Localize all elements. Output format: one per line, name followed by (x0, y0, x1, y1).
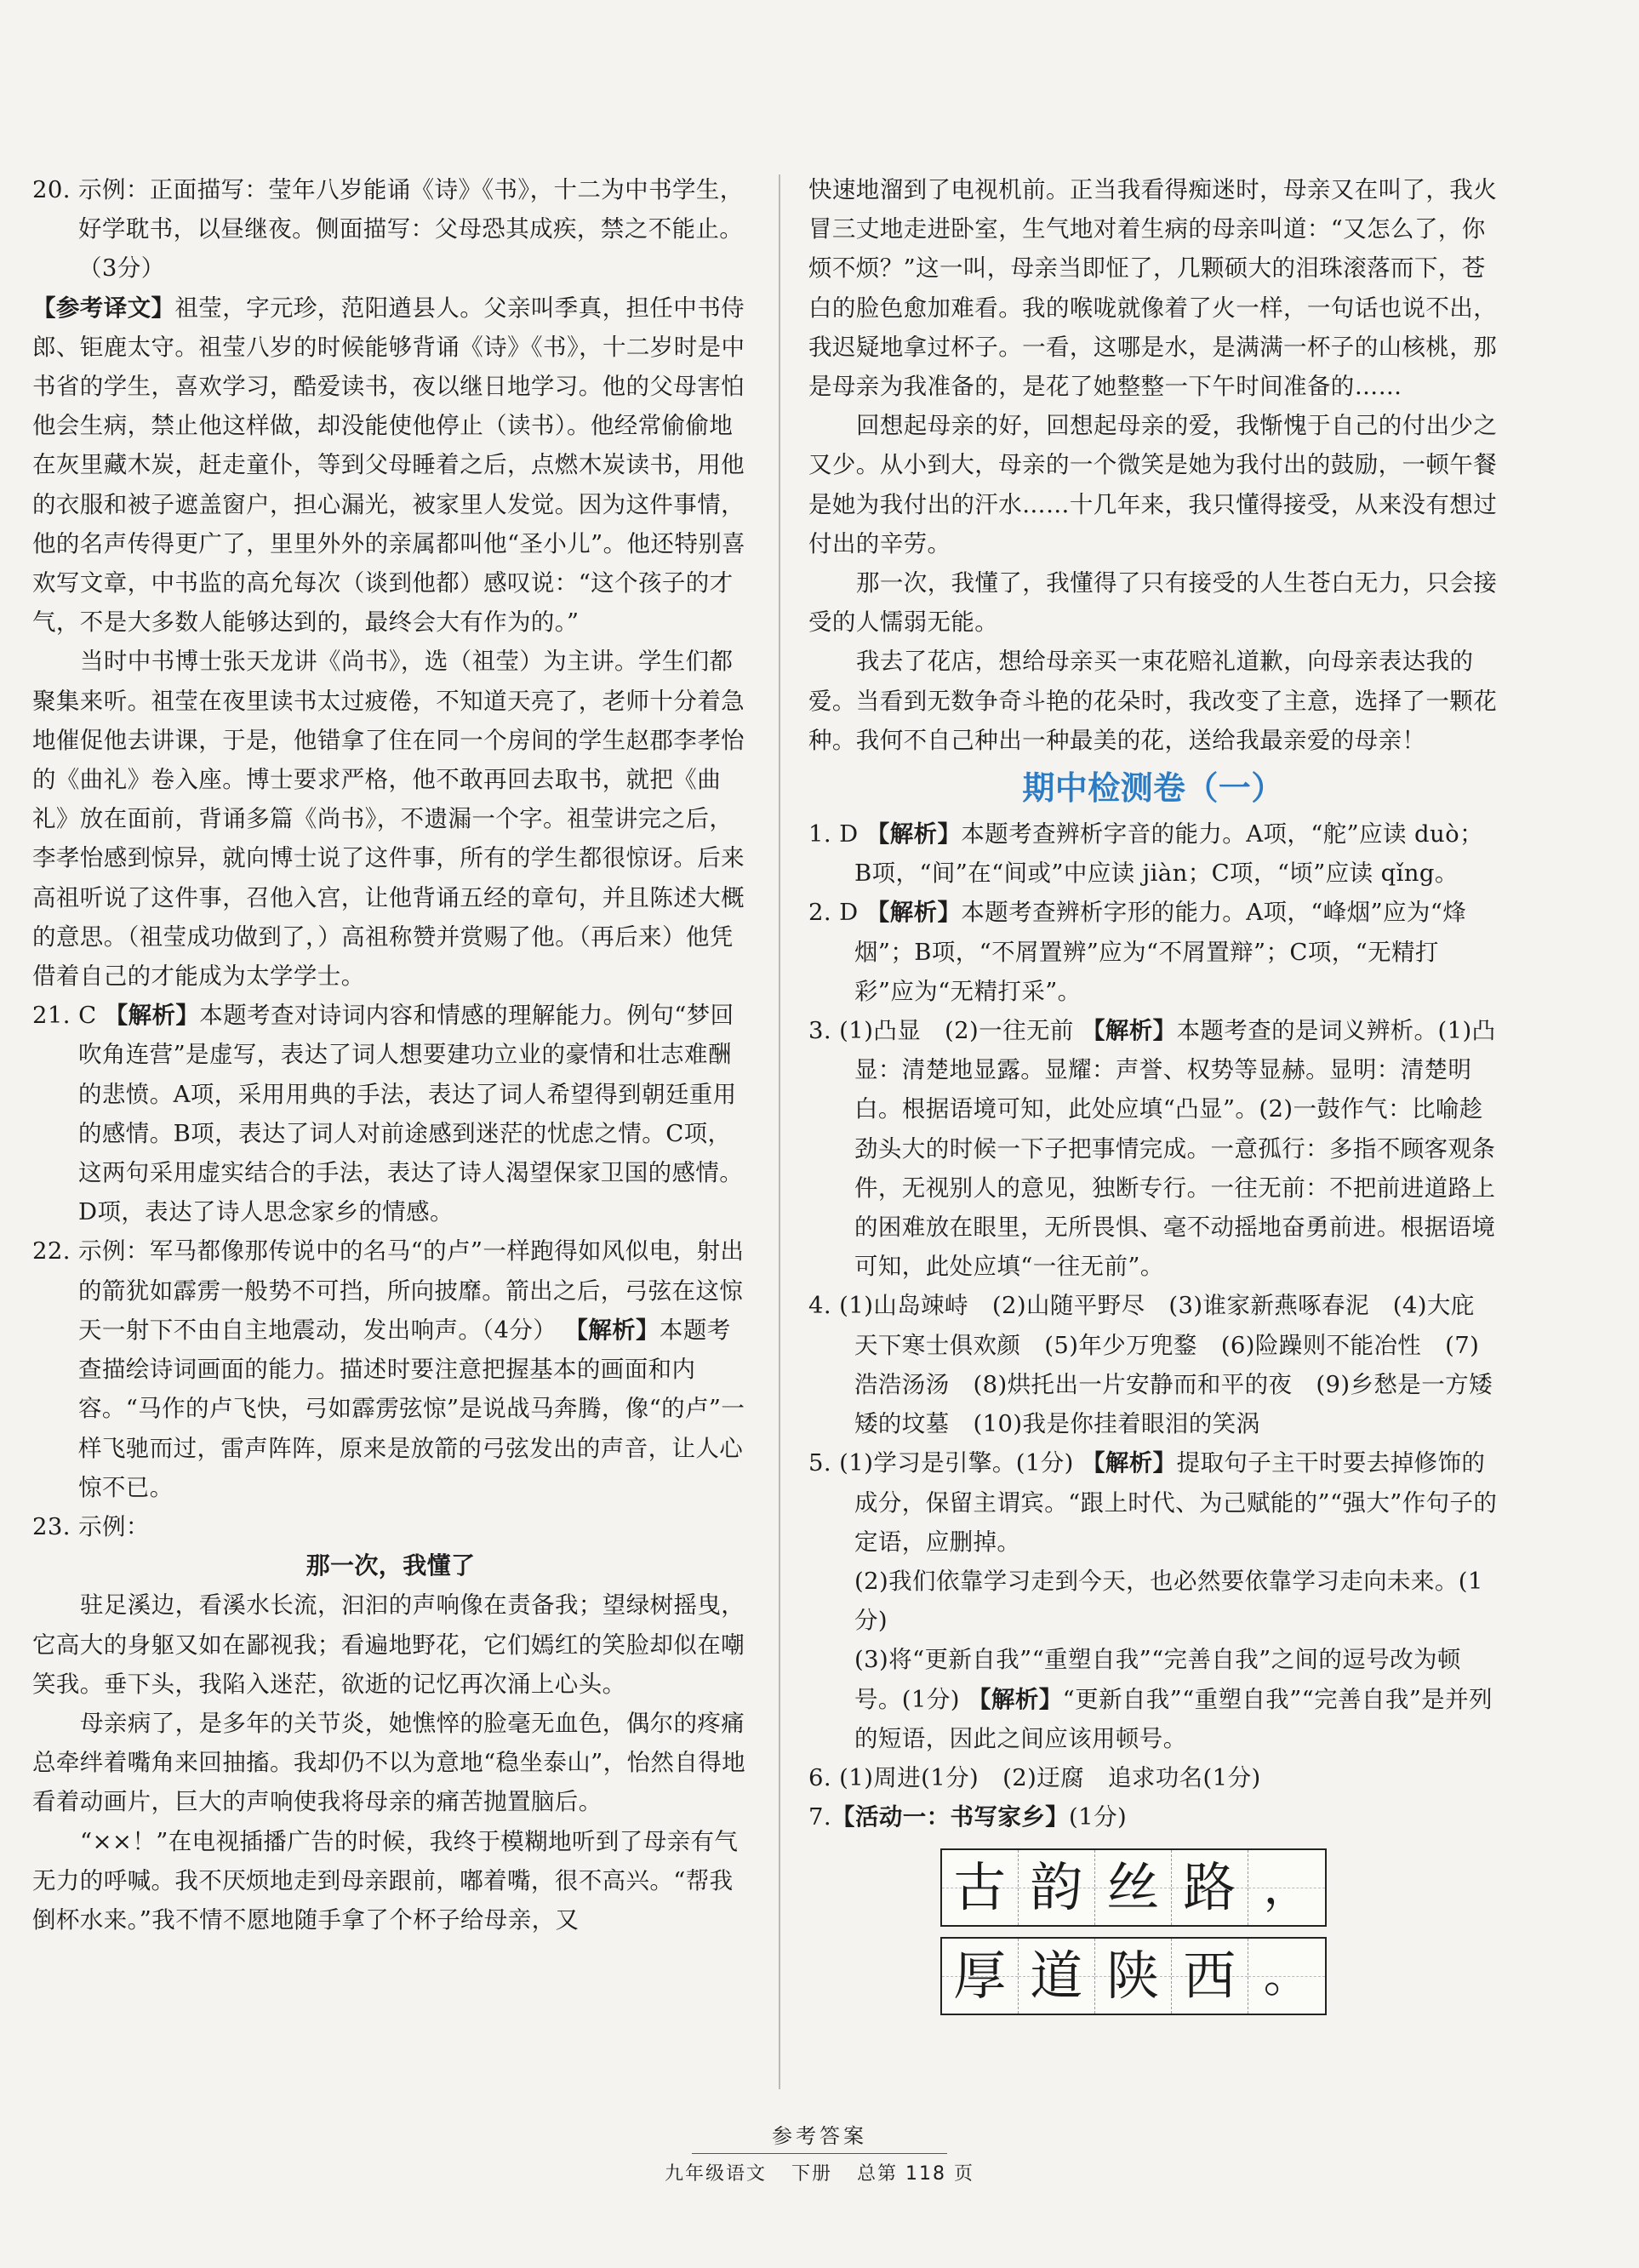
essay-para4: 回想起母亲的好，回想起母亲的爱，我惭愧于自己的付出少之又少。从小到大，母亲的一个微笑是她为我付出的鼓励，一顿午餐是她为我付出的汗水……十几年来，我只懂得接受，从来没有想过付出的辛劳。 (808, 412, 1498, 557)
grid-char: 厚 (953, 1945, 1007, 2008)
footer-page-number: 总第 118 页 (857, 2163, 974, 2185)
q3-analysis-label: 【解析】 (1081, 1017, 1177, 1045)
q22-analysis: 本题考查描绘诗词画面的能力。描述时要注意把握基本的画面和内容。“马作的卢飞快，弓如霹雳弦惊”是说战马奔腾，像“的卢”一样飞驰而过，雷声阵阵，原来是放箭的弓弦发出的声音，让人心惊不已。 (78, 1316, 745, 1501)
grid-row-2 (940, 1937, 1327, 2015)
essay-para3-continued: 快速地溜到了电视机前。正当我看得痴迷时，母亲又在叫了，我火冒三丈地走进卧室，生气地对着生病的母亲叫道：“又怎么了，你烦不烦？”这一叫，母亲当即怔了，几颗硕大的泪珠滚落而下，苍白的脸色愈加难看。我的喉咙就像着了火一样，一句话也说不出，我迟疑地拿过杯子。一看，这哪是水，是满满一杯子的山核桃，那是母亲为我准备的，是花了她整整一下午时间准备的…… (808, 176, 1498, 401)
left-column (32, 170, 749, 1940)
grid-char: 古 (953, 1856, 1007, 1919)
q7-score: (1分) (1069, 1803, 1128, 1831)
q22-analysis-label: 【解析】 (564, 1316, 660, 1344)
grid-cell (1248, 1850, 1325, 1925)
grid-char: 丝 (1106, 1856, 1160, 1919)
q6-answer: 6. (1)周进(1分) (2)迂腐 追求功名(1分) (808, 1763, 1261, 1791)
grid-cell (942, 1939, 1019, 2014)
q20-translation-para2: 当时中书博士张天龙讲《尚书》，选（祖莹）为主讲。学生们都聚集来听。祖莹在夜里读书太过疲倦，不知道天亮了，老师十分着急地催促他去讲课，于是，他错拿了住在同一个房间的学生赵郡李孝怡的《曲礼》卷入座。博士要求严格，他不敢再回去取书，就把《曲礼》放在面前，背诵多篇《尚书》，不遗漏一个字。祖莹讲完之后，李孝怡感到惊异，就向博士说了这件事，所有的学生都很惊讶。后来高祖听说了这件事，召他入宫，让他背诵五经的章句，并且陈述大概的意思。（祖莹成功做到了，）高祖称赞并赏赐了他。（再后来）他凭借着自己的才能成为太学学士。 (32, 648, 745, 991)
grid-row-1 (940, 1848, 1327, 1927)
q1-analysis: 本题考查辨析字音的能力。A项，“舵”应读 duò；B项，“间”在“间或”中应读 jiàn；C项，“顷”应读 qǐng。 (854, 820, 1483, 888)
grid-cell (1172, 1939, 1248, 2014)
q5-part2: (2)我们依靠学习走到今天，也必然要依靠学习走向未来。(1分) (854, 1567, 1483, 1635)
footer-volume: 下册 (791, 2163, 833, 2185)
q5-analysis: 提取句子主干时要去掉修饰的成分，保留主谓宾。“跟上时代、为己赋能的”“强大”作句子的定语，应删掉。 (854, 1449, 1498, 1556)
q5-analysis-label: 【解析】 (1081, 1449, 1177, 1477)
grid-char: 陕 (1106, 1945, 1160, 2008)
grid-cell (942, 1850, 1019, 1925)
q22-answer (32, 1231, 749, 1506)
essay-para5: 那一次，我懂了，我懂得了只有接受的人生苍白无力，只会接受的人懦弱无能。 (808, 569, 1498, 637)
essay-para6: 我去了花店，想给母亲买一束花赔礼道歉，向母亲表达我的爱。当看到无数争奇斗艳的花朵时，我改变了主意，选择了一颗花种。我何不自己种出一种最美的花，送给我最亲爱的母亲！ (808, 648, 1498, 754)
q20-answer: 20. 示例：正面描写：莹年八岁能诵《诗》《书》，十二为中书学生，好学耽书，以昼继夜。侧面描写：父母恐其成疾，禁之不能止。（3分） (32, 176, 744, 283)
q4-answer: 4. (1)山岛竦峙 (2)山随平野尽 (3)谁家新燕啄春泥 (4)大庇天下寒士俱欢颜 (5)年少万兜鍪 (6)险躁则不能冶性 (7)浩浩汤汤 (8)烘托出一片安静而和平的夜 (9)乡愁是一方矮矮的坟墓 (10)我是你挂着眼泪的笑涡 (808, 1292, 1493, 1438)
q3-analysis: 本题考查的是词义辨析。(1)凸显：清楚地显露。显耀：声誉、权势等显赫。显明：清楚明白。根据语境可知，此处应填“凸显”。(2)一鼓作气：比喻趁劲头大的时候一下子把事情完成。一意孤行：多指不顾客观条件，无视别人的意见，独断专行。一往无前：不把前进道路上的困难放在眼里，无所畏惧、毫不动摇地奋勇前进。根据语境可知，此处应填“一往无前”。 (854, 1017, 1496, 1281)
footer-grade: 九年级语文 (664, 2163, 767, 2185)
grid-char: 道 (1030, 1945, 1083, 2008)
q21-analysis-label: 【解析】 (104, 1002, 200, 1030)
q5-answer (808, 1443, 1498, 1562)
grid-cell (1019, 1939, 1095, 2014)
q3-answer (808, 1011, 1498, 1286)
q21-analysis: 本题考查对诗词内容和情感的理解能力。例句“梦回吹角连营”是虚写，表达了词人想要建功立业的豪情和壮志难酬的悲愤。A项，采用用典的手法，表达了词人希望得到朝廷重用的感情。B项，表达了词人对前途感到迷茫的忧虑之情。C项，这两句采用虚实结合的手法，表达了诗人渴望保家卫国的感情。D项，表达了诗人思念家乡的情感。 (78, 1002, 744, 1226)
section-title: 期中检测卷（一） (1022, 769, 1284, 808)
q1-analysis-label: 【解析】 (865, 820, 962, 848)
q20-translation (32, 288, 749, 643)
q3-head: 3. (1)凸显 (2)一往无前 (808, 1017, 1074, 1045)
grid-char: 路 (1183, 1856, 1236, 1919)
q22-head: 22. 示例：军马都像那传说中的名马“的卢”一样跑得如风似电，射出的箭犹如霹雳一般势不可挡，所向披靡。箭出之后，弓弦在这惊天一射下不由自主地震动，发出响声。（4分） (32, 1237, 745, 1344)
q1-head: 1. D (808, 820, 859, 848)
q7-answer (808, 1797, 1498, 1837)
essay-para2: 母亲病了，是多年的关节炎，她憔悴的脸毫无血色，偶尔的疼痛总牵绊着嘴角来回抽搐。我却仍不以为意地“稳坐泰山”，怡然自得地看着动画片，巨大的声响使我将母亲的痛苦抛置脑后。 (32, 1709, 746, 1816)
q20-translation-para1: 祖莹，字元珍，范阳遒县人。父亲叫季真，担任中书侍郎、钜鹿太守。祖莹八岁的时候能够背诵《诗》《书》，十二岁时是中书省的学生，喜欢学习，酷爱读书，夜以继日地学习。他的父母害怕他会生病，禁止他这样做，却没能使他停止（读书）。他经常偷偷地在灰里藏木炭，赶走童仆，等到父母睡着之后，点燃木炭读书，用他的衣服和被子遮盖窗户，担心漏光，被家里人发觉。因为这件事情，他的名声传得更广了，里里外外的亲属都叫他“圣小儿”。他还特别喜欢写文章，中书监的高允每次（谈到他都）感叹说：“这个孩子的才气，不是大多数人能够达到的，最终会大有作为的。” (32, 294, 746, 637)
q5-part3-analysis: “更新自我”“重塑自我”“完善自我”是并列的短语，因此之间应该用顿号。 (854, 1685, 1493, 1752)
grid-punct: ， (1263, 1860, 1311, 1915)
grid-cell (1019, 1850, 1095, 1925)
grid-cell (1095, 1939, 1172, 2014)
q5-head: 5. (1)学习是引擎。(1分) (808, 1449, 1074, 1477)
footer-info (0, 2159, 1639, 2185)
grid-char: 西 (1183, 1945, 1236, 2008)
essay-para1: 驻足溪边，看溪水长流，汩汩的声响像在责备我；望绿树摇曳，它高大的身躯又如在鄙视我；看遍地野花，它们嫣红的笑脸却似在嘲笑我。垂下头，我陷入迷茫，欲逝的记忆再次涌上心头。 (32, 1591, 745, 1698)
right-column (808, 170, 1498, 2025)
grid-cell (1172, 1850, 1248, 1925)
essay-title: 那一次，我懂了 (306, 1551, 476, 1580)
q5-part3-text: (3)将“更新自我”“重塑自我”“完善自我”之间的逗号改为顿号。(1分) (854, 1646, 1461, 1713)
q7-head: 7. (808, 1803, 832, 1831)
q5-part3 (808, 1640, 1498, 1758)
q7-activity-label: 【活动一：书写家乡】 (831, 1803, 1070, 1831)
q21-head: 21. C (32, 1002, 97, 1030)
q2-answer (808, 893, 1498, 1011)
grid-cell (1248, 1939, 1325, 2014)
calligraphy-grid (940, 1848, 1498, 2015)
grid-punct: 。 (1263, 1949, 1311, 2003)
q2-head: 2. D (808, 899, 859, 927)
column-divider (779, 174, 780, 2089)
page-footer (0, 2119, 1639, 2185)
q21-answer (32, 996, 749, 1231)
essay-para3: “××！”在电视插播广告的时候，我终于模糊地听到了母亲有气无力的呼喊。我不厌烦地走到母亲跟前，嘟着嘴，很不高兴。“帮我倒杯水来。”我不情不愿地随手拿了个杯子给母亲，又 (32, 1827, 739, 1934)
footer-title: 参考答案 (772, 2124, 867, 2148)
grid-cell (1095, 1850, 1172, 1925)
footer-divider (692, 2153, 947, 2154)
q5-part3-analysis-label: 【解析】 (968, 1685, 1063, 1713)
q20-translation-label: 【参考译文】 (32, 294, 175, 322)
q23-head: 23. 示例： (32, 1512, 150, 1540)
grid-char: 韵 (1030, 1856, 1083, 1919)
q2-analysis-label: 【解析】 (865, 899, 962, 927)
q2-analysis: 本题考查辨析字形的能力。A项，“峰烟”应为“烽烟”；B项，“不屑置辨”应为“不屑置辩”；C项，“无精打彩”应为“无精打采”。 (854, 899, 1467, 1005)
q1-answer (808, 814, 1498, 893)
